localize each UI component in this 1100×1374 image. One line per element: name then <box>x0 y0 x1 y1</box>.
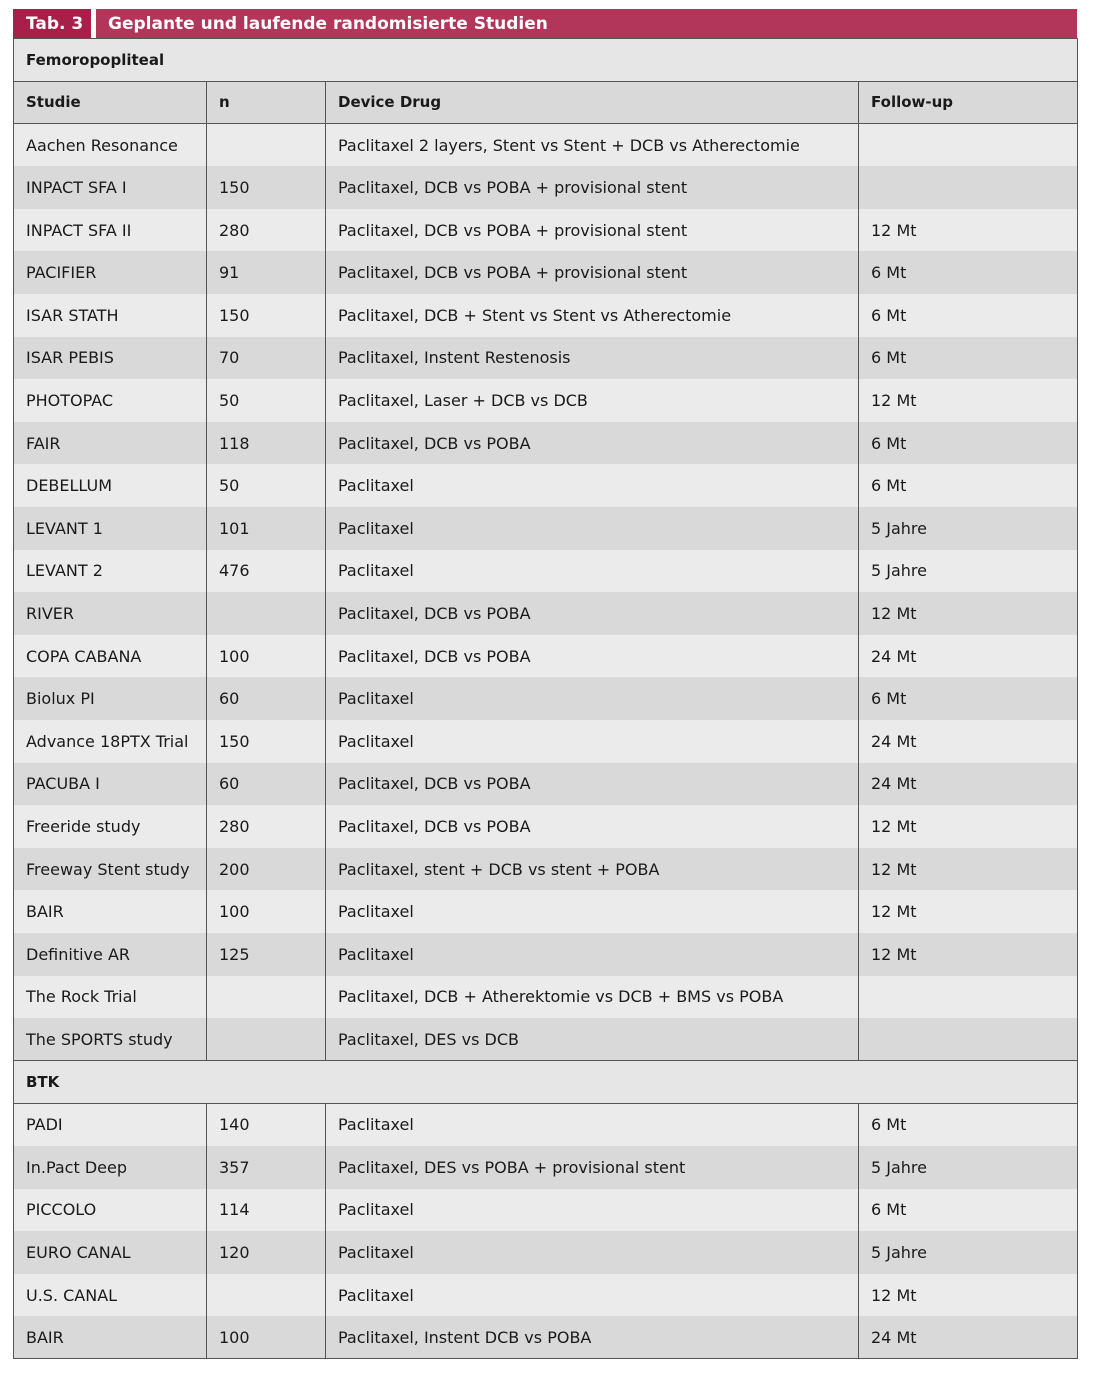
table-cell: Paclitaxel <box>326 464 859 507</box>
table-row <box>14 805 1078 848</box>
table-cell: Paclitaxel <box>326 1103 859 1146</box>
table-cell: 12 Mt <box>859 890 1078 933</box>
table-cell: Paclitaxel, DES vs DCB <box>326 1018 859 1061</box>
table-cell: 280 <box>207 805 326 848</box>
table-cell: Paclitaxel, DCB vs POBA + provisional stent <box>326 251 859 294</box>
section-header-row <box>14 1061 1078 1104</box>
table-row <box>14 592 1078 635</box>
table-cell: Paclitaxel <box>326 933 859 976</box>
table-cell: 50 <box>207 379 326 422</box>
table-cell: 6 Mt <box>859 677 1078 720</box>
table-cell: Paclitaxel <box>326 1274 859 1317</box>
table-cell: Paclitaxel <box>326 550 859 593</box>
table-cell: Freeride study <box>14 805 207 848</box>
table-cell: 60 <box>207 677 326 720</box>
column-header: n <box>207 81 326 124</box>
table-cell: 280 <box>207 209 326 252</box>
table-row <box>14 550 1078 593</box>
table-cell: LEVANT 2 <box>14 550 207 593</box>
table-cell: 6 Mt <box>859 251 1078 294</box>
table-cell: Paclitaxel, DES vs POBA + provisional stent <box>326 1146 859 1189</box>
table-title-bar <box>13 9 1077 38</box>
table-cell: 5 Jahre <box>859 1231 1078 1274</box>
table-cell: BAIR <box>14 1316 207 1359</box>
table-cell: Paclitaxel <box>326 720 859 763</box>
table-row <box>14 1316 1078 1359</box>
table-row <box>14 166 1078 209</box>
table-cell: 12 Mt <box>859 805 1078 848</box>
table-cell: 140 <box>207 1103 326 1146</box>
table-cell: Paclitaxel, DCB vs POBA <box>326 763 859 806</box>
table-cell: 12 Mt <box>859 209 1078 252</box>
table-cell: PADI <box>14 1103 207 1146</box>
table-cell: 125 <box>207 933 326 976</box>
table-row <box>14 251 1078 294</box>
table-row <box>14 124 1078 167</box>
table-cell: ISAR STATH <box>14 294 207 337</box>
table-cell: 12 Mt <box>859 1274 1078 1317</box>
table-cell: 200 <box>207 848 326 891</box>
section-title: Femoropopliteal <box>14 39 1078 82</box>
table-cell: Paclitaxel, Instent Restenosis <box>326 337 859 380</box>
table-cell: 150 <box>207 720 326 763</box>
table-cell: Paclitaxel, DCB vs POBA + provisional stent <box>326 166 859 209</box>
table-row <box>14 1103 1078 1146</box>
table-cell: 120 <box>207 1231 326 1274</box>
table-cell: Paclitaxel, DCB vs POBA <box>326 422 859 465</box>
table-cell <box>859 124 1078 167</box>
table-cell: 12 Mt <box>859 379 1078 422</box>
table-cell: Paclitaxel, DCB + Stent vs Stent vs Atherectomie <box>326 294 859 337</box>
table-cell: Paclitaxel, DCB vs POBA <box>326 805 859 848</box>
table-cell <box>859 166 1078 209</box>
table-row <box>14 209 1078 252</box>
table-body <box>14 39 1078 1359</box>
table-cell: Advance 18PTX Trial <box>14 720 207 763</box>
table-cell: The Rock Trial <box>14 976 207 1019</box>
table-cell: Paclitaxel, stent + DCB vs stent + POBA <box>326 848 859 891</box>
table-cell: 24 Mt <box>859 720 1078 763</box>
table-cell: INPACT SFA II <box>14 209 207 252</box>
column-header: Studie <box>14 81 207 124</box>
table-cell: COPA CABANA <box>14 635 207 678</box>
table-cell: 12 Mt <box>859 848 1078 891</box>
table-cell: 6 Mt <box>859 1189 1078 1232</box>
table-cell: Paclitaxel <box>326 677 859 720</box>
table-row <box>14 763 1078 806</box>
table-row <box>14 1274 1078 1317</box>
table-cell: 6 Mt <box>859 422 1078 465</box>
table-cell: Definitive AR <box>14 933 207 976</box>
table-cell: Paclitaxel 2 layers, Stent vs Stent + DCB vs Atherectomie <box>326 124 859 167</box>
table-cell: 476 <box>207 550 326 593</box>
table-cell: 118 <box>207 422 326 465</box>
table-row <box>14 294 1078 337</box>
table-cell: 357 <box>207 1146 326 1189</box>
table-cell: Paclitaxel <box>326 1231 859 1274</box>
column-header: Device Drug <box>326 81 859 124</box>
table-cell: The SPORTS study <box>14 1018 207 1061</box>
table-cell: 6 Mt <box>859 1103 1078 1146</box>
table-cell: Paclitaxel <box>326 890 859 933</box>
column-header-row <box>14 81 1078 124</box>
table-cell <box>207 124 326 167</box>
table-cell: 12 Mt <box>859 933 1078 976</box>
table-cell: Aachen Resonance <box>14 124 207 167</box>
table-cell: PACUBA I <box>14 763 207 806</box>
table-row <box>14 933 1078 976</box>
table-cell: 5 Jahre <box>859 1146 1078 1189</box>
table-row <box>14 1231 1078 1274</box>
table-cell: 100 <box>207 635 326 678</box>
table-cell: 100 <box>207 890 326 933</box>
table-row <box>14 1189 1078 1232</box>
table-row <box>14 464 1078 507</box>
table-row <box>14 507 1078 550</box>
table-cell <box>859 976 1078 1019</box>
table-row <box>14 848 1078 891</box>
table-cell: 24 Mt <box>859 1316 1078 1359</box>
table-row <box>14 890 1078 933</box>
section-header-row <box>14 39 1078 82</box>
table-cell: 114 <box>207 1189 326 1232</box>
table-cell: Paclitaxel, Instent DCB vs POBA <box>326 1316 859 1359</box>
table-row <box>14 379 1078 422</box>
section-title: BTK <box>14 1061 1078 1104</box>
table-cell: PICCOLO <box>14 1189 207 1232</box>
table-cell: PHOTOPAC <box>14 379 207 422</box>
table-cell: 70 <box>207 337 326 380</box>
table-cell: PACIFIER <box>14 251 207 294</box>
table-cell: FAIR <box>14 422 207 465</box>
table-cell: 50 <box>207 464 326 507</box>
table-title: Geplante und laufende randomisierte Studien <box>108 13 548 34</box>
study-table <box>13 38 1078 1359</box>
table-row <box>14 976 1078 1019</box>
table-cell: LEVANT 1 <box>14 507 207 550</box>
table-cell: 150 <box>207 294 326 337</box>
table-cell: Paclitaxel, DCB vs POBA <box>326 592 859 635</box>
table-cell: Biolux PI <box>14 677 207 720</box>
table-cell: Freeway Stent study <box>14 848 207 891</box>
table-cell: Paclitaxel <box>326 507 859 550</box>
table-row <box>14 677 1078 720</box>
table-cell <box>207 1274 326 1317</box>
table-cell <box>859 1018 1078 1061</box>
table-cell: 100 <box>207 1316 326 1359</box>
table-cell <box>207 976 326 1019</box>
study-table-container <box>13 9 1077 1359</box>
table-cell: 6 Mt <box>859 337 1078 380</box>
table-cell: 101 <box>207 507 326 550</box>
table-cell: 24 Mt <box>859 635 1078 678</box>
table-cell: 5 Jahre <box>859 507 1078 550</box>
table-cell: 91 <box>207 251 326 294</box>
table-cell: 6 Mt <box>859 464 1078 507</box>
table-cell: BAIR <box>14 890 207 933</box>
table-cell: U.S. CANAL <box>14 1274 207 1317</box>
table-cell: Paclitaxel, DCB + Atherektomie vs DCB + BMS vs POBA <box>326 976 859 1019</box>
table-cell: 60 <box>207 763 326 806</box>
table-cell: 12 Mt <box>859 592 1078 635</box>
table-cell: 24 Mt <box>859 763 1078 806</box>
table-cell: Paclitaxel <box>326 1189 859 1232</box>
table-cell <box>207 592 326 635</box>
table-cell: Paclitaxel, DCB vs POBA <box>326 635 859 678</box>
table-row <box>14 720 1078 763</box>
table-cell: In.Pact Deep <box>14 1146 207 1189</box>
table-cell: EURO CANAL <box>14 1231 207 1274</box>
table-cell: 150 <box>207 166 326 209</box>
table-row <box>14 1146 1078 1189</box>
table-number-label: Tab. 3 <box>13 9 96 38</box>
table-cell: ISAR PEBIS <box>14 337 207 380</box>
table-cell: DEBELLUM <box>14 464 207 507</box>
table-cell: RIVER <box>14 592 207 635</box>
table-cell <box>207 1018 326 1061</box>
table-cell: Paclitaxel, DCB vs POBA + provisional stent <box>326 209 859 252</box>
table-row <box>14 422 1078 465</box>
table-cell: Paclitaxel, Laser + DCB vs DCB <box>326 379 859 422</box>
table-cell: INPACT SFA I <box>14 166 207 209</box>
table-cell: 6 Mt <box>859 294 1078 337</box>
table-row <box>14 337 1078 380</box>
table-cell: 5 Jahre <box>859 550 1078 593</box>
table-row <box>14 1018 1078 1061</box>
table-row <box>14 635 1078 678</box>
column-header: Follow-up <box>859 81 1078 124</box>
